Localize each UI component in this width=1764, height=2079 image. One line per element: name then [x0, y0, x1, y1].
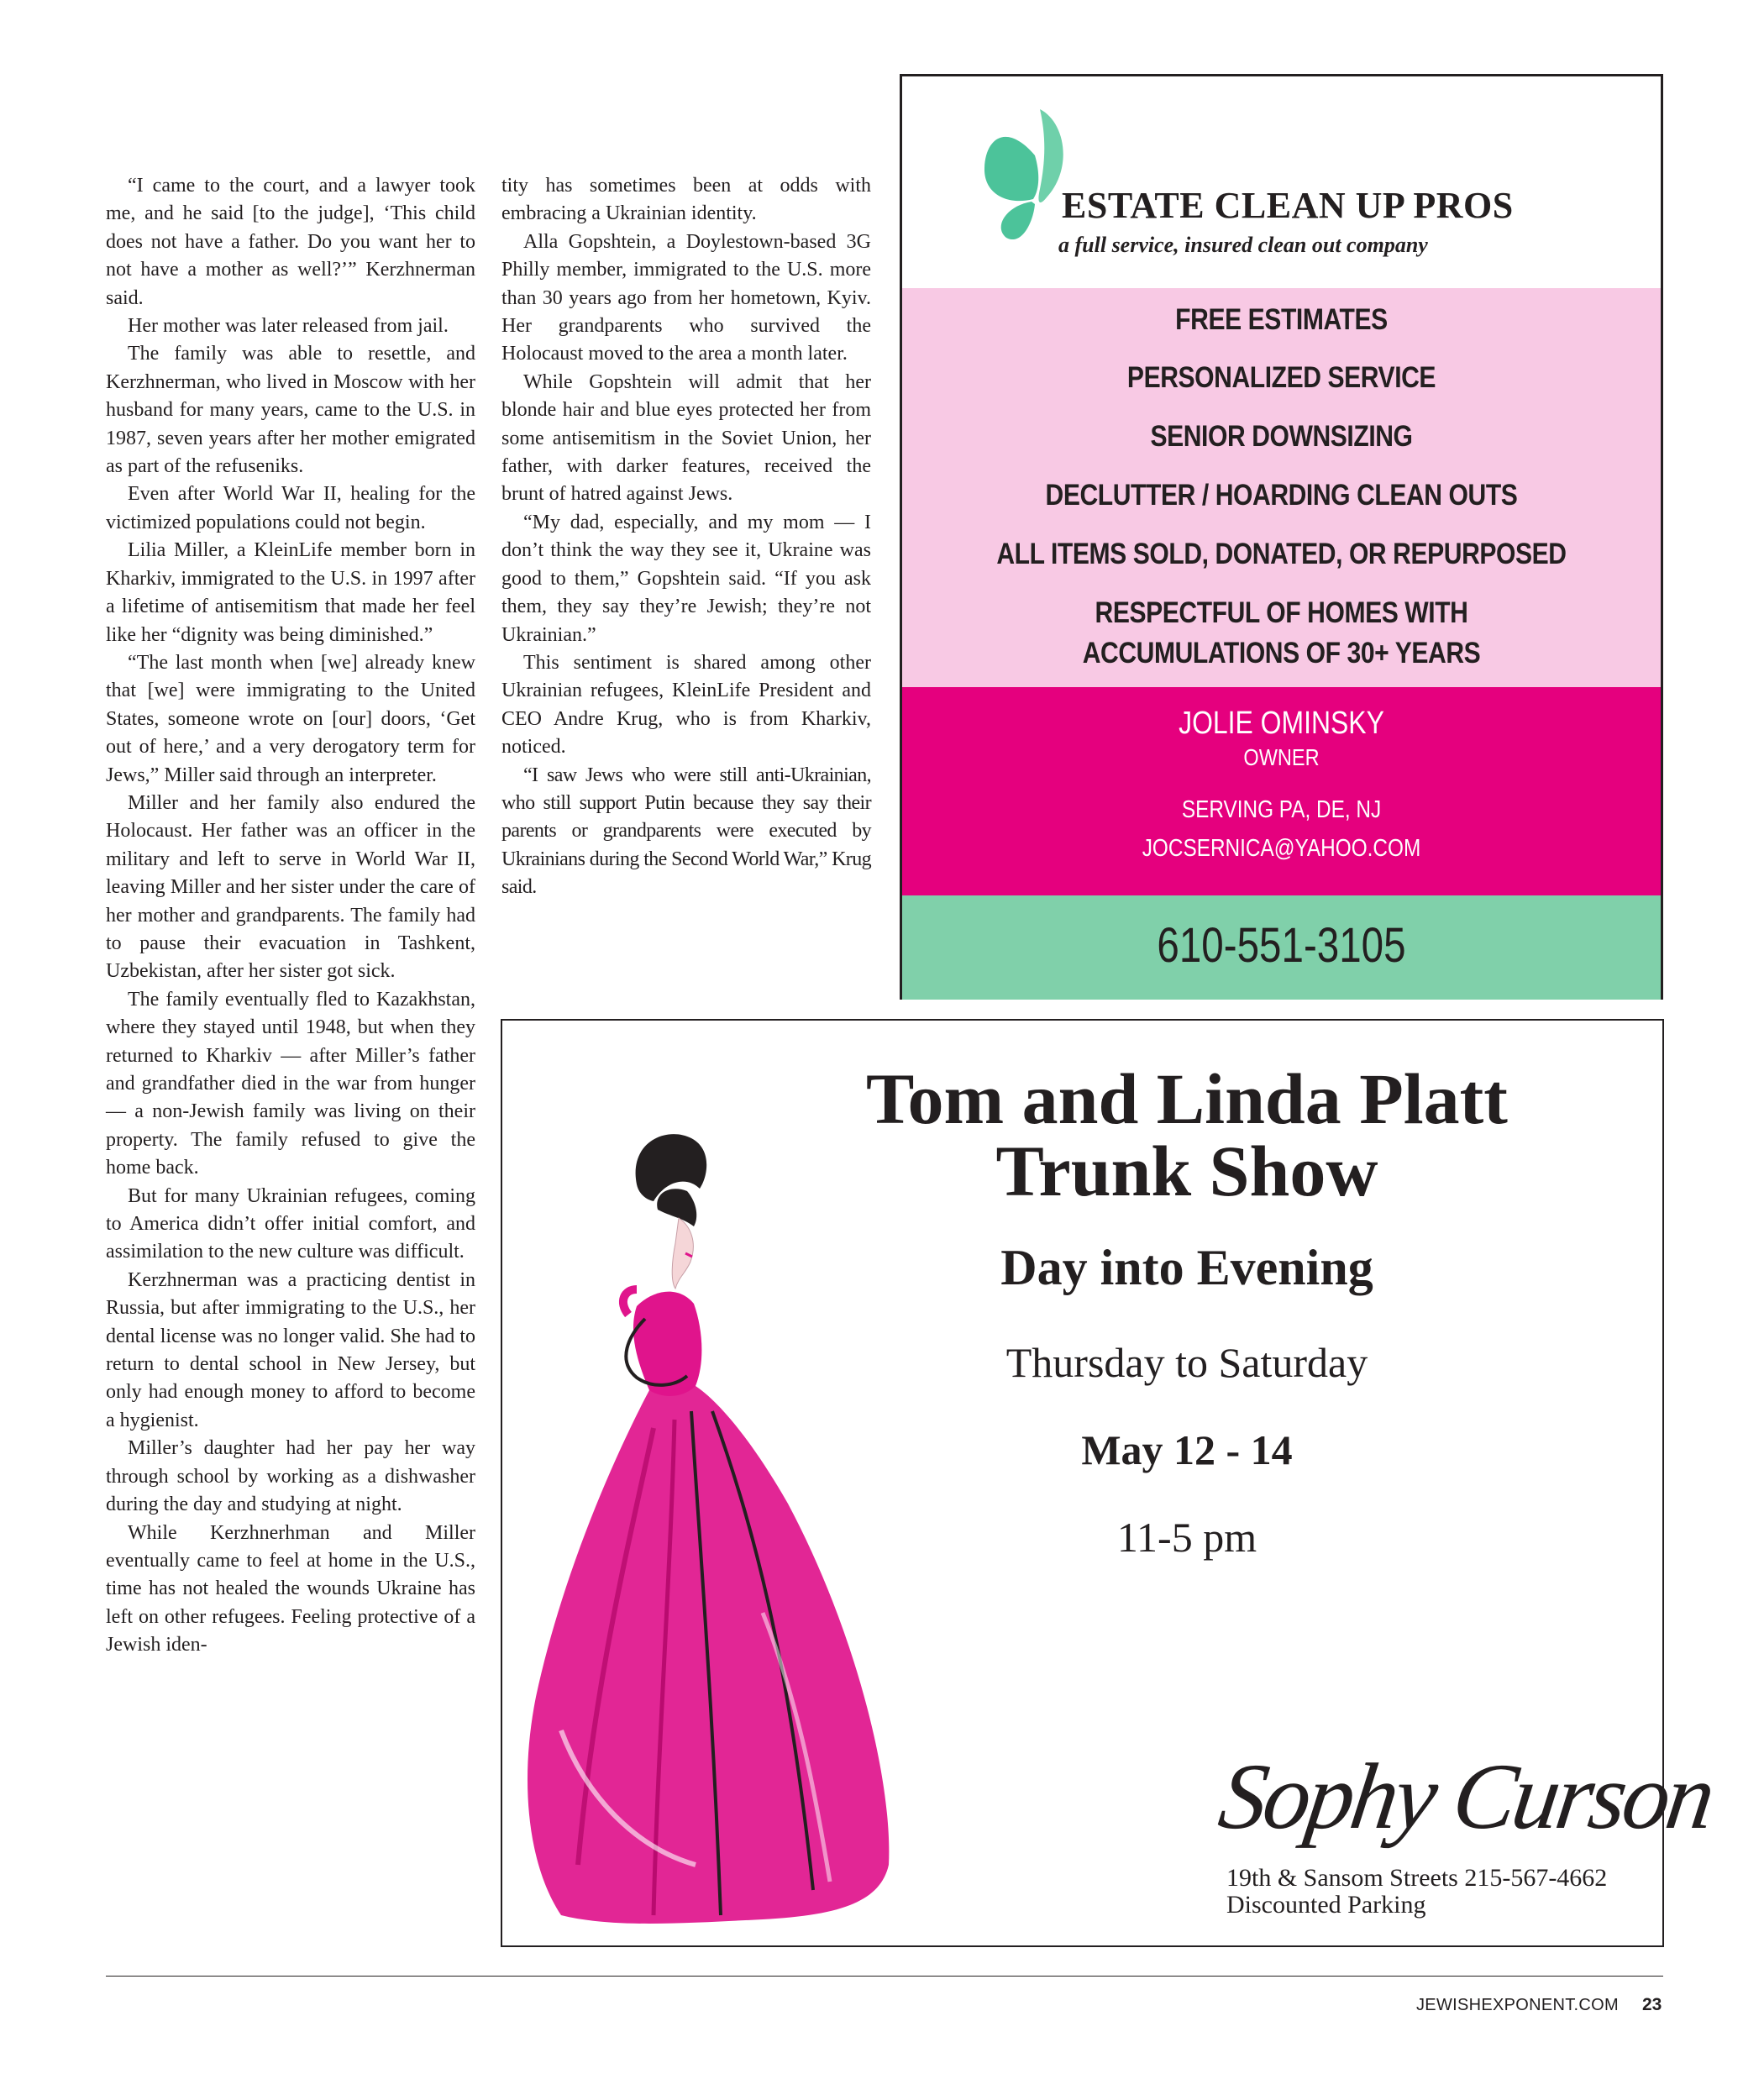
- article-column-1: [106, 172, 475, 1660]
- trunk-show-ad: [501, 1019, 1719, 1947]
- estate-ad-tagline: a full service, insured clean out company: [1058, 233, 1428, 257]
- owner-email: JOCSERNICA@YAHOO.COM: [1142, 835, 1421, 862]
- owner-title: OWNER: [1243, 744, 1320, 770]
- service-item: ACCUMULATIONS OF 30+ YEARS: [1082, 637, 1481, 669]
- footer-divider: [106, 1976, 1663, 1977]
- article-column-2: [501, 172, 871, 902]
- service-item: FREE ESTIMATES: [1175, 303, 1388, 336]
- article-paragraph: Kerzhnerman was a practicing dentist in Russia, but after immigrating to the U.S., her dental license was no longer valid. She had to return to dental school in New Jersey, but only had enough money to afford to become a hygienist.: [106, 1268, 475, 1431]
- estate-phone: 610-551-3105: [1157, 918, 1406, 973]
- article-paragraph: Alla Gopshtein, a Doylestown-based 3G Philly member, immigrated to the U.S. more than 30 years ago from her hometown, Kyiv. Her grandparents who survived the Holocaust moved to the area a month later.: [501, 230, 871, 365]
- service-item: DECLUTTER / HOARDING CLEAN OUTS: [1045, 479, 1518, 512]
- article-paragraph: But for many Ukrainian refugees, coming to America didn’t offer initial comfort, and assimilation to the new culture was difficult.: [106, 1184, 475, 1263]
- article-paragraph: While Gopshtein will admit that her blonde hair and blue eyes protected her from some antisemitism in the Soviet Union, her father, with darker features, received the brunt of hatred against Jews.: [501, 370, 871, 506]
- estate-ad-header: [902, 76, 1661, 288]
- trunk-show-hours: 11-5 pm: [1116, 1514, 1257, 1561]
- service-item: ALL ITEMS SOLD, DONATED, OR REPURPOSED: [996, 538, 1567, 570]
- article-paragraph: Lilia Miller, a KleinLife member born in Kharkiv, immigrated to the U.S. in 1997 after a lifetime of antisemitism that made her feel like her “dignity was being diminished.”: [106, 539, 475, 646]
- store-logo: Sophy Curson: [1213, 1745, 1719, 1849]
- article-paragraph: tity has sometimes been at odds with embracing a Ukrainian identity.: [501, 175, 871, 225]
- service-area: SERVING PA, DE, NJ: [1181, 796, 1382, 823]
- article-paragraph: The family eventually fled to Kazakhstan, where they stayed until 1948, but when they returned to Kharkiv — after Miller’s father and grandfather died in the war from hunger — a non-Jewish family was living on their property. The family refused to give the home back.: [106, 988, 475, 1179]
- trunk-title-line-1: Tom and Linda Platt: [866, 1058, 1508, 1139]
- article-paragraph: Miller’s daughter had her pay her way through school by working as a dishwasher during the day and studying at night.: [106, 1437, 475, 1516]
- article-paragraph: This sentiment is shared among other Ukrainian refugees, KleinLife President and CEO Andre Krug, who is from Kharkiv, noticed.: [501, 651, 871, 759]
- estate-phone-band: [902, 895, 1661, 1000]
- trunk-show-days: Thursday to Saturday: [1005, 1339, 1368, 1386]
- article-paragraph: “The last month when [we] already knew that [we] were immigrating to the United States, someone wrote on [our] doors, ‘Get out of here,’ and a very derogatory term for Jews,” Miller said through an interpreter.: [106, 651, 475, 786]
- article-paragraph: While Kerzhnerhman and Miller eventually came to feel at home in the U.S., time has not healed the wounds Ukraine has left on other refugees. Feeling protective of a Jewish iden-: [106, 1521, 475, 1656]
- article-paragraph: “I came to the court, and a lawyer took me, and he said [to the judge], ‘This child does not have a father. Do you want her to not have a mother as well?’” Kerzhnerman said.: [106, 175, 475, 309]
- trunk-show-subtitle: Day into Evening: [1000, 1240, 1373, 1295]
- article-paragraph: The family was able to resettle, and Kerzhnerman, who lived in Moscow with her husband for many years, came to the U.S. in 1987, seven years after her mother emigrated as part of the refuseniks.: [106, 343, 475, 478]
- estate-services-list: [902, 288, 1661, 687]
- article-paragraph: “I saw Jews who were still anti-Ukrainian, who still support Putin because they say their parents or grandparents were executed by Ukrainians during the Second World War,” Krug said.: [501, 764, 871, 899]
- store-parking: Discounted Parking: [1226, 1891, 1426, 1919]
- article-paragraph: Even after World War II, healing for the victimized populations could not begin.: [106, 483, 475, 533]
- estate-ad-title: ESTATE CLEAN UP PROS: [1062, 185, 1514, 226]
- estate-owner-block: [902, 687, 1661, 895]
- article-paragraph: “My dad, especially, and my mom — I don’t think the way they see it, Ukraine was good to them,” Gopshtein said. “If you ask them, they say they’re Jewish; they’re not Ukrainian.”: [501, 511, 871, 646]
- service-item: RESPECTFUL OF HOMES WITH: [1095, 596, 1468, 629]
- page-number: 23: [1642, 1995, 1662, 2014]
- store-address: 19th & Sansom Streets 215-567-4662: [1226, 1864, 1608, 1892]
- article-paragraph: Her mother was later released from jail.: [128, 315, 449, 338]
- owner-name: JOLIE OMINSKY: [1179, 706, 1384, 741]
- butterfly-icon: [981, 105, 1074, 239]
- trunk-show-title: [838, 1058, 1536, 1211]
- trunk-title-line-2: Trunk Show: [995, 1131, 1378, 1211]
- article-paragraph: Miller and her family also endured the Holocaust. Her father was an officer in the military and left to serve in World War II, leaving Miller and her sister under the care of her mother and grandparents. The family had to pause their evacuation in Tashkent, Uzbekistan, after her sister got sick.: [106, 791, 475, 983]
- footer-site: JEWISHEXPONENT.COM: [1416, 1996, 1619, 2014]
- trunk-show-dates: May 12 - 14: [1081, 1426, 1293, 1473]
- service-item: SENIOR DOWNSIZING: [1150, 420, 1413, 453]
- store-address-block: [1226, 1865, 1607, 1919]
- service-item: PERSONALIZED SERVICE: [1126, 361, 1436, 394]
- estate-clean-up-ad: [900, 74, 1663, 1000]
